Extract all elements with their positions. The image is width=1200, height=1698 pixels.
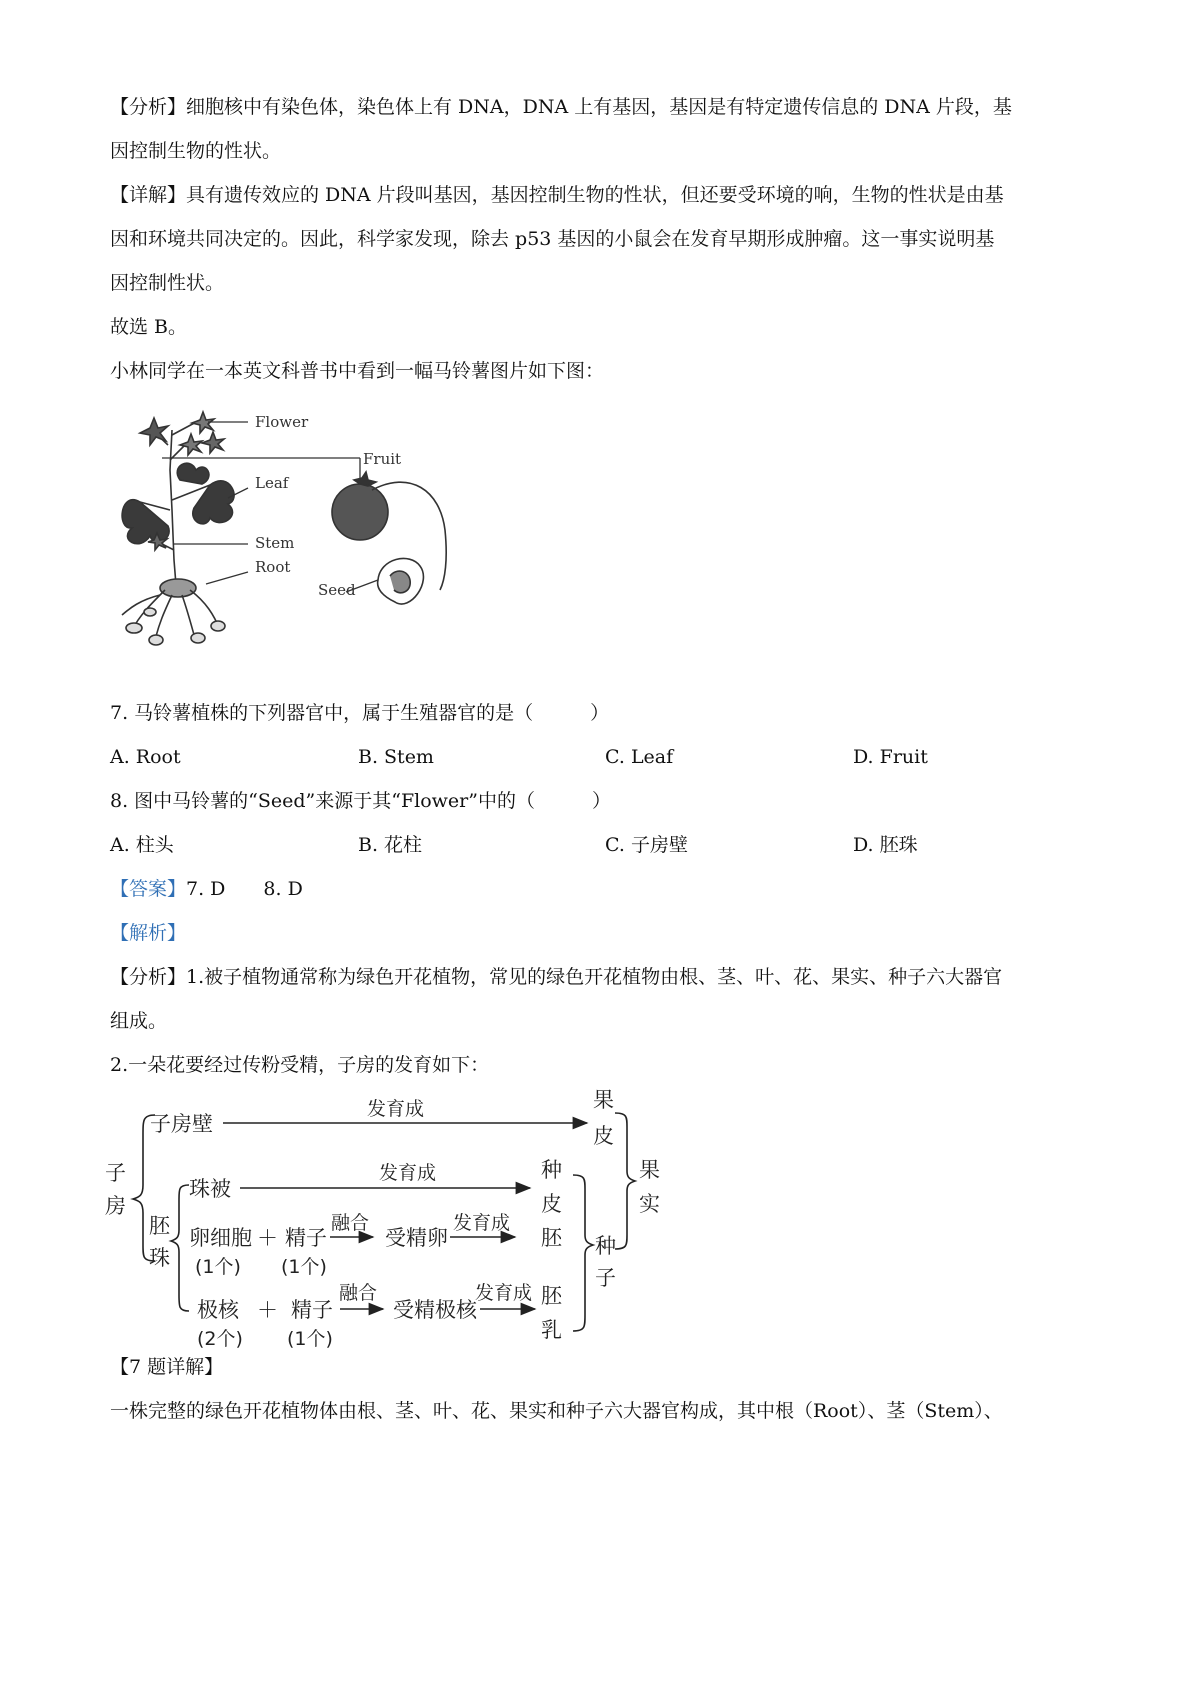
develops-into-label-1: 发育成 [367,1098,425,1120]
analysis1-line2: 因控制生物的性状。 [110,140,282,162]
endosperm-char-2: 乳 [541,1318,562,1342]
q8-option-b: B. 花柱 [358,834,423,856]
fruit-char-2: 实 [639,1192,660,1216]
embryo-label: 胚 [541,1226,562,1250]
ovary-wall-label: 子房壁 [150,1112,213,1136]
pericarp-char-2: 皮 [593,1124,614,1148]
seed-char-2: 子 [595,1266,616,1290]
sperm-count-label-2: (1个) [287,1328,333,1350]
fruit-label: Fruit [363,450,402,468]
q8-option-c: C. 子房壁 [605,834,688,856]
fusion-label-1: 融合 [331,1212,370,1234]
answer-label: 【答案】 [110,878,187,900]
root-label: Root [255,558,291,576]
polar-nuclei-label: 极核 [197,1298,239,1322]
ovary-char-1: 子 [105,1161,126,1185]
egg-cell-label: 卵细胞 [189,1226,252,1250]
potato-figure [110,390,510,655]
fruit-char-1: 果 [639,1158,660,1182]
sperm-label-2: 精子 [291,1298,333,1322]
detail1-line2: 因和环境共同决定的。因此，科学家发现，除去 p53 基因的小鼠会在发育早期形成肿瘤。这一事实说明基 [110,228,995,250]
q7-detail-line1: 一株完整的绿色开花植物体由根、茎、叶、花、果实和种子六大器官构成，其中根（Root）、茎（Stem）、 [110,1400,1003,1422]
endosperm-char-1: 胚 [541,1284,562,1308]
q7-option-a: A. Root [110,746,181,768]
polar-count-label: (2个) [197,1328,243,1350]
q7-detail-label: 【7 题详解】 [110,1356,224,1378]
fertilized-polar-label: 受精极核 [393,1298,477,1322]
choose-line: 故选 B。 [110,316,188,338]
ovary-char-2: 房 [105,1194,126,1218]
q8-option-a: A. 柱头 [110,834,174,856]
pericarp-char-1: 果 [593,1088,614,1112]
detail1-line1: 【详解】具有遗传效应的 DNA 片段叫基因，基因控制生物的性状，但还要受环境的响，生物的性状是由基 [110,184,1004,206]
stem-label: Stem [255,534,295,552]
seed-label: Seed [318,581,356,599]
develops-into-label-3: 发育成 [453,1212,511,1234]
answer-text: 7. D 8. D [186,878,303,900]
ovule-char-2: 珠 [149,1246,170,1270]
detail1-line3: 因控制性状。 [110,272,225,294]
analysis2-line3: 2.一朵花要经过传粉受精，子房的发育如下： [110,1054,490,1076]
egg-count-label: (1个) [195,1256,241,1278]
question-7-stem: 7. 马铃薯植株的下列器官中，属于生殖器官的是（ ） [110,702,610,724]
question-8-stem: 8. 图中马铃薯的“Seed”来源于其“Flower”中的（ ） [110,790,611,812]
ovule-char-1: 胚 [149,1214,170,1238]
plus-sign-1: ＋ [257,1226,278,1250]
integument-label: 珠被 [189,1177,231,1201]
sperm-label-1: 精子 [285,1226,327,1250]
analysis2-line2: 组成。 [110,1010,168,1032]
develops-into-label-2: 发育成 [379,1162,437,1184]
q8-option-d: D. 胚珠 [853,834,918,856]
explanation-label: 【解析】 [110,922,187,944]
analysis1-line1: 【分析】细胞核中有染色体，染色体上有 DNA，DNA 上有基因，基因是有特定遗传信息的 DNA 片段，基 [110,96,1012,118]
potato-plant-drawing [122,412,234,645]
plus-sign-2: ＋ [257,1298,278,1322]
q7-option-d: D. Fruit [853,746,928,768]
develops-into-label-4: 发育成 [475,1282,533,1304]
seed-coat-char-1: 种 [541,1158,562,1182]
fusion-label-2: 融合 [339,1282,378,1304]
answer-line [110,874,1100,904]
seed-coat-char-2: 皮 [541,1192,562,1216]
q7-option-c: C. Leaf [605,746,674,768]
seed-char-1: 种 [595,1234,616,1258]
analysis2-line1: 【分析】1.被子植物通常称为绿色开花植物，常见的绿色开花植物由根、茎、叶、花、果实、种子六大器官 [110,966,1003,988]
leaf-label: Leaf [255,474,289,492]
q7-option-b: B. Stem [358,746,434,768]
ovary-development-diagram [105,1085,745,1365]
sperm-count-label-1: (1个) [281,1256,327,1278]
intro-line: 小林同学在一本英文科普书中看到一幅马铃薯图片如下图： [110,360,605,382]
flower-label: Flower [255,413,309,431]
zygote-label: 受精卵 [385,1226,448,1250]
